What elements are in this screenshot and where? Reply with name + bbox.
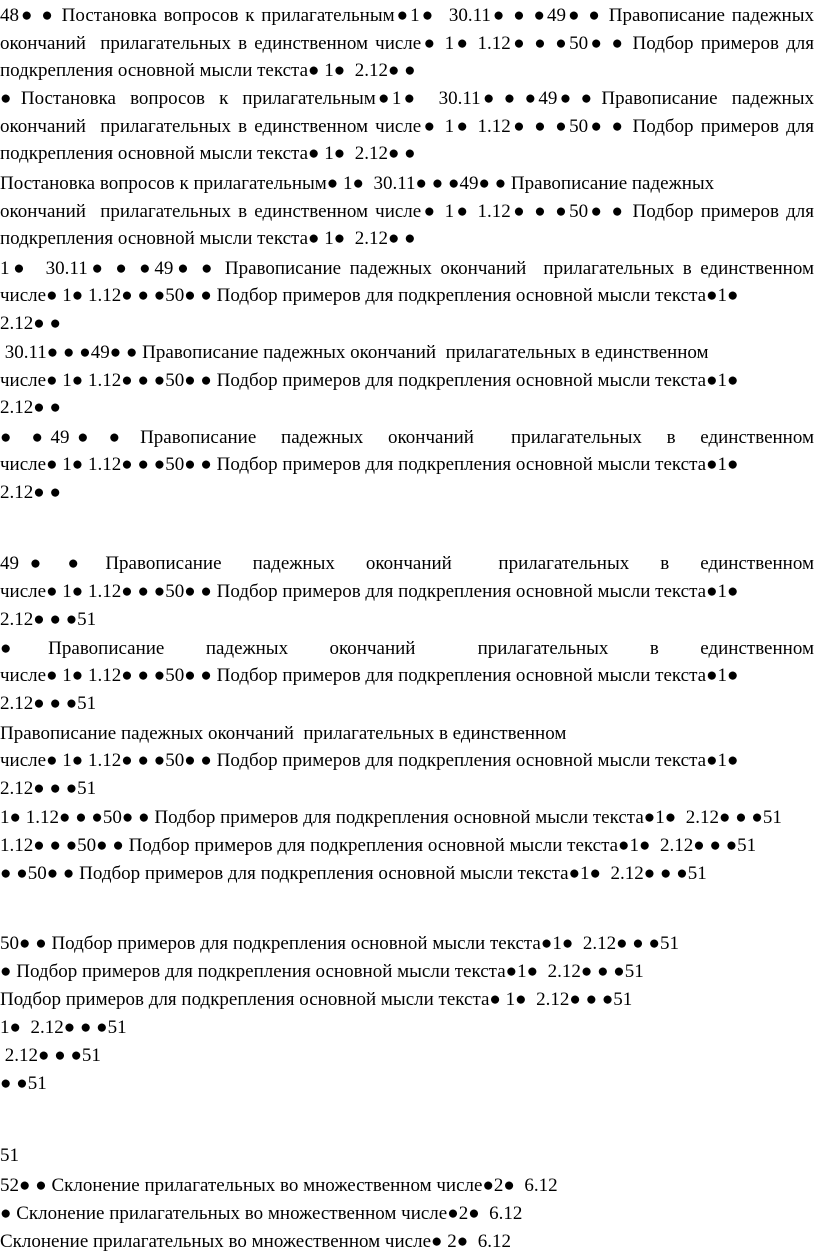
text-line-18: 2.12● ●: [0, 482, 61, 503]
text-line-31: ● ●50● ● Подбор примеров для подкрепления основной мысли текста●1● 2.12● ● ●51: [0, 863, 707, 884]
text-line-2: окончаний прилагательных в единственном числе● 1● 1.12● ● ●50● ● Подбор примеров для: [0, 33, 814, 54]
text-line-32: [0, 888, 814, 915]
text-line-40: 51: [0, 1145, 19, 1166]
text-line-23: ● Правописание падежных окончаний прилагательных в единственном: [0, 638, 814, 659]
text-line-22: 2.12● ● ●51: [0, 609, 97, 630]
text-line-24: числе● 1● 1.12● ● ●50● ● Подбор примеров для подкрепления основной мысли текста●1●: [0, 665, 739, 686]
text-line-37: 2.12● ● ●51: [0, 1045, 101, 1066]
text-line-20: 49● ● Правописание падежных окончаний прилагательных в единственном: [0, 553, 814, 574]
text-line-35: Подбор примеров для подкрепления основной мысли текста● 1● 2.12● ● ●51: [0, 989, 633, 1010]
text-line-8: окончаний прилагательных в единственном числе● 1● 1.12● ● ●50● ● Подбор примеров для: [0, 201, 814, 222]
text-line-29: 1● 1.12● ● ●50● ● Подбор примеров для подкрепления основной мысли текста●1● 2.12● ● ●51: [0, 807, 782, 828]
text-line-15: 2.12● ●: [0, 397, 61, 418]
text-line-41: 52● ● Склонение прилагательных во множественном числе●2● 6.12: [0, 1175, 558, 1196]
text-line-43: Склонение прилагательных во множественном числе● 2● 6.12: [0, 1231, 511, 1252]
text-line-27: числе● 1● 1.12● ● ●50● ● Подбор примеров для подкрепления основной мысли текста●1●: [0, 750, 739, 771]
text-line-33: 50● ● Подбор примеров для подкрепления основной мысли текста●1● 2.12● ● ●51: [0, 933, 679, 954]
text-line-11: числе● 1● 1.12● ● ●50● ● Подбор примеров для подкрепления основной мысли текста●1●: [0, 285, 739, 306]
text-line-28: 2.12● ● ●51: [0, 778, 97, 799]
text-line-16: ● ●49● ● Правописание падежных окончаний прилагательных в единственном: [0, 427, 814, 448]
text-line-25: 2.12● ● ●51: [0, 693, 97, 714]
text-line-36: 1● 2.12● ● ●51: [0, 1017, 127, 1038]
text-line-1: 48● ● Постановка вопросов к прилагательным●1● 30.11● ● ●49● ● Правописание падежных: [0, 5, 814, 26]
text-line-39: [0, 1098, 814, 1125]
text-line-14: числе● 1● 1.12● ● ●50● ● Подбор примеров для подкрепления основной мысли текста●1●: [0, 370, 739, 391]
text-line-13: 30.11● ● ●49● ● Правописание падежных окончаний прилагательных в единственном: [0, 342, 709, 363]
text-line-17: числе● 1● 1.12● ● ●50● ● Подбор примеров для подкрепления основной мысли текста●1●: [0, 454, 739, 475]
text-line-4: ● Постановка вопросов к прилагательным●1● 30.11● ● ●49● ● Правописание падежных: [0, 88, 814, 109]
text-line-12: 2.12● ●: [0, 313, 61, 334]
text-line-10: 1● 30.11● ● ●49● ● Правописание падежных окончаний прилагательных в единственном: [0, 258, 814, 279]
text-line-38: ● ●51: [0, 1073, 47, 1094]
text-line-19: [0, 507, 814, 534]
text-line-42: ● Склонение прилагательных во множественном числе●2● 6.12: [0, 1203, 523, 1224]
text-line-5: окончаний прилагательных в единственном числе● 1● 1.12● ● ●50● ● Подбор примеров для: [0, 116, 814, 137]
text-line-6: подкрепления основной мысли текста● 1● 2.12● ●: [0, 143, 416, 164]
text-line-34: ● Подбор примеров для подкрепления основной мысли текста●1● 2.12● ● ●51: [0, 961, 644, 982]
text-line-3: подкрепления основной мысли текста● 1● 2.12● ●: [0, 60, 416, 81]
text-line-21: числе● 1● 1.12● ● ●50● ● Подбор примеров для подкрепления основной мысли текста●1●: [0, 581, 739, 602]
text-line-30: 1.12● ● ●50● ● Подбор примеров для подкрепления основной мысли текста●1● 2.12● ● ●51: [0, 835, 757, 856]
text-line-9: подкрепления основной мысли текста● 1● 2.12● ●: [0, 228, 416, 249]
text-line-26: Правописание падежных окончаний прилагательных в единственном: [0, 723, 567, 744]
text-line-7: Постановка вопросов к прилагательным● 1● 30.11● ● ●49● ● Правописание падежных: [0, 173, 715, 194]
